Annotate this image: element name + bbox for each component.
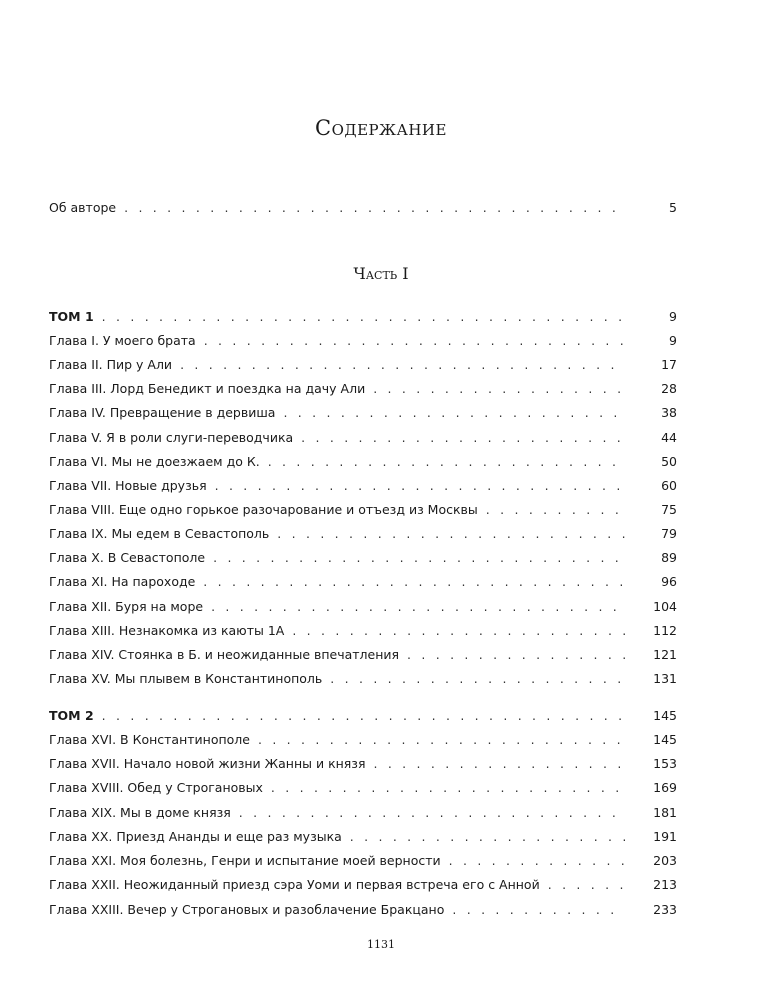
toc-entry-label: Глава XIII. Незнакомка из каюты 1А: [49, 623, 285, 638]
toc-entry-page: 44: [661, 430, 677, 445]
toc-entry-tom-2[interactable]: [49, 706, 677, 726]
toc-entry-page: 38: [661, 405, 677, 420]
toc-entry-label: Глава XIV. Стоянка в Б. и неожиданные впечатления: [49, 647, 400, 662]
toc-entry-chapter[interactable]: [49, 875, 677, 895]
toc-entry-page: 75: [661, 502, 677, 517]
dot-leader: [373, 754, 625, 774]
toc-entry-page: 89: [661, 550, 677, 565]
dot-leader: [407, 645, 625, 665]
toc-entry-page: 121: [653, 647, 677, 662]
toc-entry-page: 17: [661, 357, 677, 372]
toc-entry-chapter[interactable]: [49, 597, 677, 617]
toc-entry-chapter[interactable]: [49, 355, 677, 375]
toc-entry-chapter[interactable]: [49, 428, 677, 448]
toc-entry-label: Глава XXII. Неожиданный приезд сэра Уоми и первая встреча его с Анной: [49, 877, 540, 892]
dot-leader: [268, 452, 625, 472]
toc-entry-page: 9: [669, 309, 677, 324]
toc-entry-chapter[interactable]: [49, 572, 677, 592]
dot-leader: [548, 875, 625, 895]
toc-entry-label: Глава V. Я в роли слуги-переводчика: [49, 430, 294, 445]
toc-entry-chapter[interactable]: [49, 621, 677, 641]
toc-entry-chapter[interactable]: [49, 331, 677, 351]
toc-entry-page: 213: [653, 877, 677, 892]
toc-entry-tom-1[interactable]: [49, 307, 677, 327]
page-title: Содержание: [315, 116, 447, 140]
toc-entry-page: 9: [669, 333, 677, 348]
toc-entry-label: Глава XV. Мы плывем в Константинополь: [49, 671, 323, 686]
page-number: 1131: [367, 938, 395, 951]
toc-entry-chapter[interactable]: [49, 476, 677, 496]
toc-entry-label: Об авторе: [49, 200, 117, 215]
toc-entry-label: Глава XXIII. Вечер у Строгановых и разоблачение Бракцано: [49, 902, 445, 917]
toc-entry-page: 203: [653, 853, 677, 868]
dot-leader: [350, 827, 625, 847]
dot-leader: [213, 548, 625, 568]
toc-entry-page: 145: [653, 708, 677, 723]
toc-entry-page: 169: [653, 780, 677, 795]
dot-leader: [486, 500, 625, 520]
dot-leader: [124, 198, 625, 218]
dot-leader: [301, 428, 625, 448]
toc-entry-label: Глава I. У моего брата: [49, 333, 196, 348]
toc-entry-label: Глава VII. Новые друзья: [49, 478, 207, 493]
toc-entry-chapter[interactable]: [49, 403, 677, 423]
toc-entry-label: Глава II. Пир у Али: [49, 357, 173, 372]
dot-leader: [373, 379, 625, 399]
toc-entry-chapter[interactable]: [49, 730, 677, 750]
toc-entry-page: 79: [661, 526, 677, 541]
toc-entry-chapter[interactable]: [49, 524, 677, 544]
toc-entry-label: Глава IX. Мы едем в Севастополь: [49, 526, 270, 541]
dot-leader: [330, 669, 625, 689]
dot-leader: [239, 803, 625, 823]
toc-entry-chapter[interactable]: [49, 900, 677, 920]
toc-entry-label: Глава III. Лорд Бенедикт и поездка на дачу Али: [49, 381, 366, 396]
toc-entry-page: 145: [653, 732, 677, 747]
dot-leader: [292, 621, 625, 641]
dot-leader: [102, 706, 625, 726]
dot-leader: [271, 778, 625, 798]
toc-entry-chapter[interactable]: [49, 500, 677, 520]
toc-entry-page: 181: [653, 805, 677, 820]
toc-entry-label: Глава XI. На пароходе: [49, 574, 196, 589]
dot-leader: [452, 900, 625, 920]
toc-entry-chapter[interactable]: [49, 827, 677, 847]
toc-entry-label: Глава X. В Севастополе: [49, 550, 206, 565]
toc-entry-label: Глава VIII. Еще одно горькое разочарование и отъезд из Москвы: [49, 502, 478, 517]
toc-entry-page: 112: [653, 623, 677, 638]
toc-entry-chapter[interactable]: [49, 548, 677, 568]
toc-entry-label: Глава XIX. Мы в доме князя: [49, 805, 231, 820]
toc-entry-label: Глава IV. Превращение в дервиша: [49, 405, 276, 420]
toc-entry-about[interactable]: [49, 198, 677, 218]
toc-entry-label: Глава XXI. Моя болезнь, Генри и испытание моей верности: [49, 853, 441, 868]
toc-entry-label: Глава XII. Буря на море: [49, 599, 204, 614]
toc-entry-page: 96: [661, 574, 677, 589]
toc-entry-page: 28: [661, 381, 677, 396]
dot-leader: [215, 476, 625, 496]
dot-leader: [277, 524, 625, 544]
toc-entry-label: Глава VI. Мы не доезжаем до К.: [49, 454, 260, 469]
toc-entry-page: 233: [653, 902, 677, 917]
dot-leader: [283, 403, 625, 423]
toc-entry-page: 50: [661, 454, 677, 469]
dot-leader: [204, 331, 625, 351]
toc-entry-page: 153: [653, 756, 677, 771]
dot-leader: [180, 355, 625, 375]
dot-leader: [203, 572, 625, 592]
part-heading: Часть I: [353, 264, 409, 283]
toc-entry-label: Глава XVIII. Обед у Строгановых: [49, 780, 263, 795]
toc-entry-chapter[interactable]: [49, 851, 677, 871]
toc-entry-page: 131: [653, 671, 677, 686]
toc-entry-label: Глава XX. Приезд Ананды и еще раз музыка: [49, 829, 342, 844]
toc-entry-label: Глава XVI. В Константинополе: [49, 732, 250, 747]
toc-entry-page: 104: [653, 599, 677, 614]
toc-entry-page: 5: [669, 200, 677, 215]
dot-leader: [211, 597, 625, 617]
toc-entry-chapter[interactable]: [49, 669, 677, 689]
toc-entry-chapter[interactable]: [49, 379, 677, 399]
toc-entry-chapter[interactable]: [49, 452, 677, 472]
dot-leader: [102, 307, 625, 327]
toc-entry-chapter[interactable]: [49, 778, 677, 798]
toc-entry-label: Глава XVII. Начало новой жизни Жанны и князя: [49, 756, 366, 771]
toc-tome-label: ТОМ 2: [49, 708, 94, 723]
toc-entry-chapter[interactable]: [49, 803, 677, 823]
toc-entry-chapter[interactable]: [49, 754, 677, 774]
dot-leader: [258, 730, 625, 750]
toc-entry-page: 191: [653, 829, 677, 844]
toc-entry-page: 60: [661, 478, 677, 493]
dot-leader: [449, 851, 625, 871]
toc-entry-chapter[interactable]: [49, 645, 677, 665]
toc-tome-label: ТОМ 1: [49, 309, 94, 324]
